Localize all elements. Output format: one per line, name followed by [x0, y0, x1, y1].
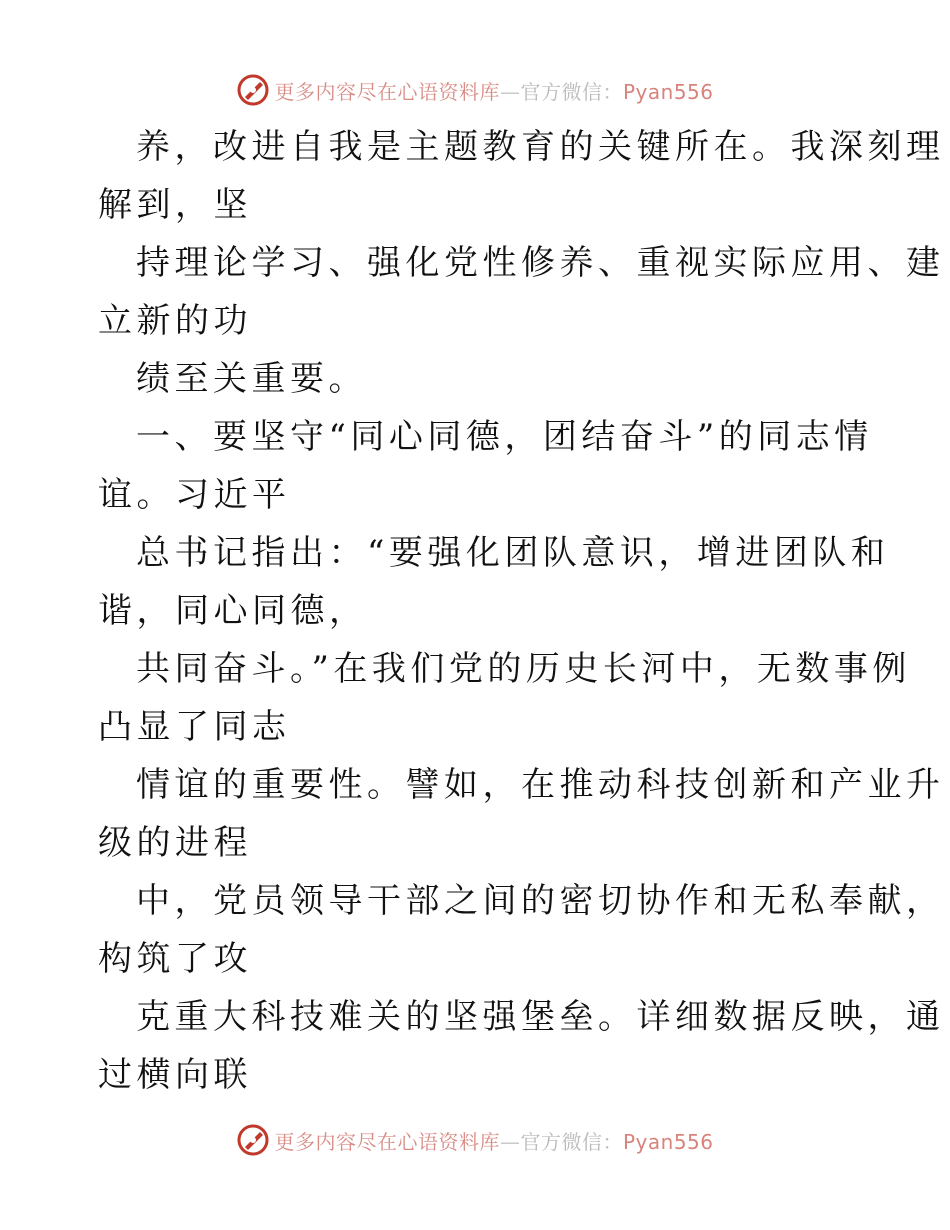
watermark-main-text: 更多内容尽在心语资料库: [274, 79, 500, 104]
text-line: 立新的功: [98, 301, 252, 341]
text-line: 养，改进自我是主题教育的关键所在。我深刻理: [136, 127, 945, 167]
text-line: 克重大科技难关的坚强堡垒。详细数据反映，通: [136, 997, 945, 1037]
text-line: 一、要坚守“同心同德，团结奋斗”的同志情: [136, 417, 873, 457]
text-line: 构筑了攻: [98, 939, 252, 979]
watermark-separator: —: [499, 79, 521, 104]
watermark-wechat-id: Pyan556: [622, 1129, 714, 1154]
text-line: 谊。习近平: [98, 475, 291, 515]
footer-watermark: [0, 1120, 950, 1160]
text-line: 情谊的重要性。譬如，在推动科技创新和产业升: [136, 765, 945, 805]
text-line: 解到，坚: [98, 185, 252, 225]
quill-logo-icon: [236, 1123, 270, 1157]
text-line: 过横向联: [98, 1055, 252, 1095]
quill-logo-icon: [236, 73, 270, 107]
text-line: 中，党员领导干部之间的密切协作和无私奉献，: [136, 881, 945, 921]
watermark-wechat-label: 官方微信：: [520, 1129, 623, 1154]
text-line: 级的进程: [98, 823, 252, 863]
watermark-separator: —: [499, 1129, 521, 1154]
text-line: 持理论学习、强化党性修养、重视实际应用、建: [136, 243, 945, 283]
watermark-main-text: 更多内容尽在心语资料库: [274, 1129, 500, 1154]
text-line: 绩至关重要。: [136, 359, 367, 399]
text-line: 凸显了同志: [98, 707, 291, 747]
text-line: 共同奋斗。”在我们党的历史长河中，无数事例: [136, 649, 911, 689]
text-line: 谐，同心同德，: [98, 591, 368, 631]
watermark-wechat-label: 官方微信：: [520, 79, 623, 104]
header-watermark: [0, 70, 950, 110]
watermark-wechat-id: Pyan556: [622, 79, 714, 104]
text-line: 总书记指出：“要强化团队意识，增进团队和: [136, 533, 890, 573]
